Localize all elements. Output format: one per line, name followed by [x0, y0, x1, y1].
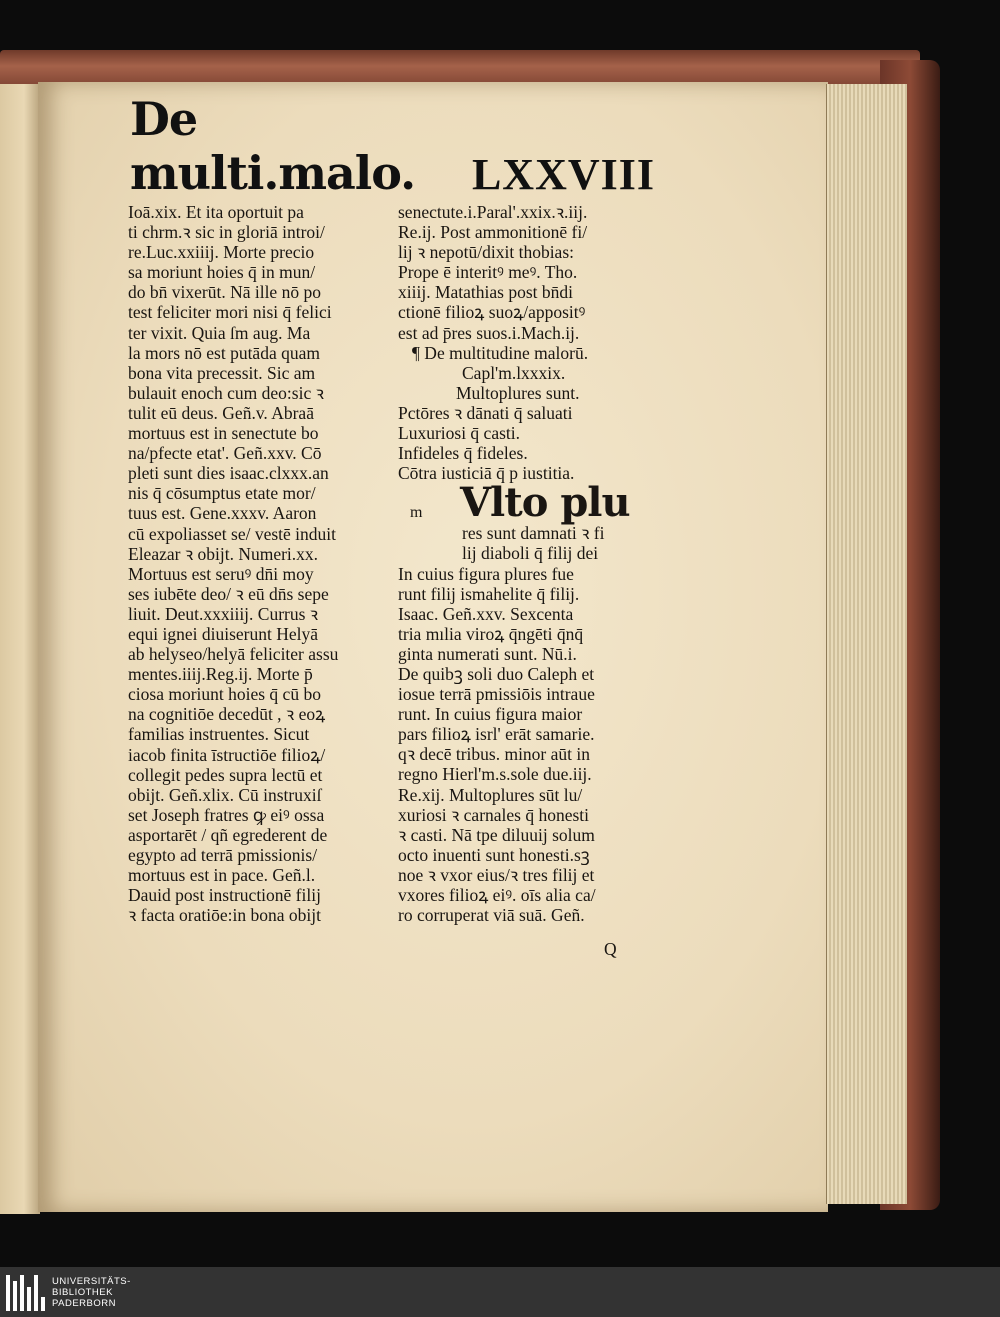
text-line: ginta numerati sunt. Nū.i. — [398, 643, 577, 664]
library-footer — [0, 1267, 1000, 1317]
initial-row — [398, 479, 660, 527]
text-line: senectute.i.Paral'.xxix.ꝛ.iij. — [398, 202, 588, 222]
text-column-left — [128, 202, 390, 925]
guide-letter: m — [410, 504, 423, 522]
text-line: collegit pedes supra lectū et — [128, 764, 323, 785]
summary-line: Pctōres ꝛ dānati q̄ saluati — [398, 402, 573, 423]
text-line: ses iubēte deo/ ꝛ eū dn̄s sepe — [128, 583, 329, 604]
library-name-line: BIBLIOTHEK — [52, 1287, 113, 1298]
text-line: test feliciter mori nisi q̄ felici — [128, 302, 332, 323]
initial-word: Vlto plu — [460, 479, 630, 527]
text-line: est ad p̄res suos.i.Mach.ij. — [398, 322, 580, 343]
text-line: bulauit enoch cum deo:sic ꝛ — [128, 382, 324, 403]
text-line: pars filioꝝ isrl' erāt samarie. — [398, 724, 595, 745]
text-column-right — [398, 202, 660, 959]
text-line: lij diaboli q̄ filij dei — [462, 543, 599, 564]
library-name — [52, 1276, 131, 1309]
text-line: Prope ē interitꝰ meꝰ. Tho. — [398, 262, 578, 283]
text-line: egypto ad terrā pmissionis/ — [128, 845, 318, 865]
text-line: ciosa moriunt hoies q̄ cū bo — [128, 684, 321, 705]
text-line: bona vita precessit. Sic am — [128, 362, 316, 383]
text-line: noe ꝛ vxor eius/ꝛ tres filij et — [398, 864, 595, 885]
text-line: asportarēt / qñ egrederent de — [128, 824, 328, 845]
text-line: do bn̄ vixerūt. Nā ille nō po — [128, 282, 321, 303]
text-line: iacob finita īstructiōe filioꝝ/ — [128, 744, 326, 765]
library-logo-icon — [6, 1275, 48, 1311]
text-line: lij ꝛ nepotū/dixit thobias: — [398, 242, 574, 263]
text-line: ꝛ facta oratiōe:in bona obijt — [128, 905, 321, 926]
text-line: set Joseph fratres ꝙ eiꝰ ossa — [128, 804, 325, 825]
text-line: tulit eū deus. Geñ.v. Abraā — [128, 402, 314, 423]
text-line: la mors nō est putāda quam — [128, 342, 320, 363]
text-line: sa moriunt hoies q̄ in mun/ — [128, 262, 316, 283]
text-line: In cuius figura plures fue — [398, 563, 574, 584]
summary-line: Infideles q̄ fideles. — [398, 443, 528, 464]
text-line: ꝛ casti. Nā tpe diluuij solum — [398, 824, 595, 845]
folio-number: LXXVIII — [471, 150, 655, 199]
library-name-line: UNIVERSITÄTS- — [52, 1276, 131, 1287]
text-line: Isaac. Geñ.xxv. Sexcenta — [398, 603, 574, 624]
text-line: mortuus est in pace. Geñ.l. — [128, 865, 316, 886]
text-line: Re.ij. Post ammonitionē fi/ — [398, 222, 588, 243]
text-line: iosue terrā pmissiōis intraue — [398, 684, 595, 705]
text-line: Ioā.xix. Et ita oportuit pa — [128, 202, 304, 222]
text-line: ro corruperat viā suā. Geñ. — [398, 905, 585, 926]
text-line: cū expoliasset se/ vestē induit — [128, 523, 337, 544]
text-line: octo inuenti sunt honesti.sꝫ — [398, 844, 590, 865]
text-line: tuus est. Gene.xxxv. Aaron — [128, 503, 317, 524]
text-line: na cognitiōe decedūt , ꝛ eoꝝ — [128, 704, 326, 725]
text-line: vxores filioꝝ eiꝰ. oīs alia ca/ — [398, 885, 596, 905]
summary-line: Luxuriosi q̄ casti. — [398, 423, 520, 444]
text-line: runt. In cuius figura maior — [398, 704, 583, 725]
text-line: Re.xij. Multoplures sūt lu/ — [398, 784, 583, 805]
text-line: liuit. Deut.xxxiiij. Currus ꝛ — [128, 603, 319, 624]
catchword: Q — [604, 939, 617, 960]
summary-line: Multoplures sunt. — [456, 382, 580, 403]
text-line: equi ignei diuiserunt Helyā — [128, 623, 319, 644]
text-line: qꝛ decē tribus. minor aūt in — [398, 744, 591, 765]
text-line: ti chrm.ꝛ sic in gloriā introi/ — [128, 222, 325, 243]
text-line: pleti sunt dies isaac.clxxx.an — [128, 463, 329, 484]
running-title: De multi.malo. — [130, 92, 416, 200]
text-line: nis q̄ cōsumptus etate mor/ — [128, 483, 316, 504]
text-line: ter vixit. Quia ſm aug. Ma — [128, 322, 311, 343]
summary-line: Cōtra iusticiā q̄ p iustitia. — [398, 463, 575, 484]
text-line: res sunt damnati ꝛ fi — [462, 523, 605, 544]
text-line: Dauid post instructionē filij — [128, 885, 321, 906]
text-line: familias instruentes. Sicut — [128, 724, 310, 745]
text-line: ab helyseo/helyā feliciter assu — [128, 644, 339, 665]
text-line: mortuus est in senectute bo — [128, 423, 319, 444]
text-line: Eleazar ꝛ obijt. Numeri.xx. — [128, 543, 319, 564]
text-line: regno Hierl'm.s.sole due.iij. — [398, 764, 592, 785]
text-line: runt filij ismahelite q̄ filij. — [398, 583, 580, 604]
chapter-number: Capl'm.lxxxix. — [462, 362, 566, 383]
text-line: De quibꝫ soli duo Caleph et — [398, 663, 595, 684]
facing-page-edge — [0, 84, 40, 1214]
text-line: re.Luc.xxiiij. Morte precio — [128, 242, 315, 263]
text-line: na/pfecte etat'. Geñ.xxv. Cō — [128, 443, 322, 464]
page-fore-edge — [826, 84, 907, 1204]
library-name-line: PADERBORN — [52, 1298, 116, 1309]
text-line: mentes.iiij.Reg.ij. Morte p̄ — [128, 664, 313, 685]
text-line: obijt. Geñ.xlix. Cū instruxiſ — [128, 784, 322, 805]
page-header — [130, 92, 655, 200]
text-line: tria mılia viroꝝ q̄ngēti q̄nq̄ — [398, 623, 584, 644]
text-line: ctionē filioꝝ suoꝝ/appositꝰ — [398, 302, 586, 323]
chapter-heading: ¶ De multitudine malorū. — [412, 342, 589, 363]
text-line: xuriosi ꝛ carnales q̄ honesti — [398, 804, 590, 825]
text-line: Mortuus est seruꝰ dn̄i moy — [128, 563, 314, 584]
text-line: xiiij. Matathias post bn̄di — [398, 282, 573, 303]
